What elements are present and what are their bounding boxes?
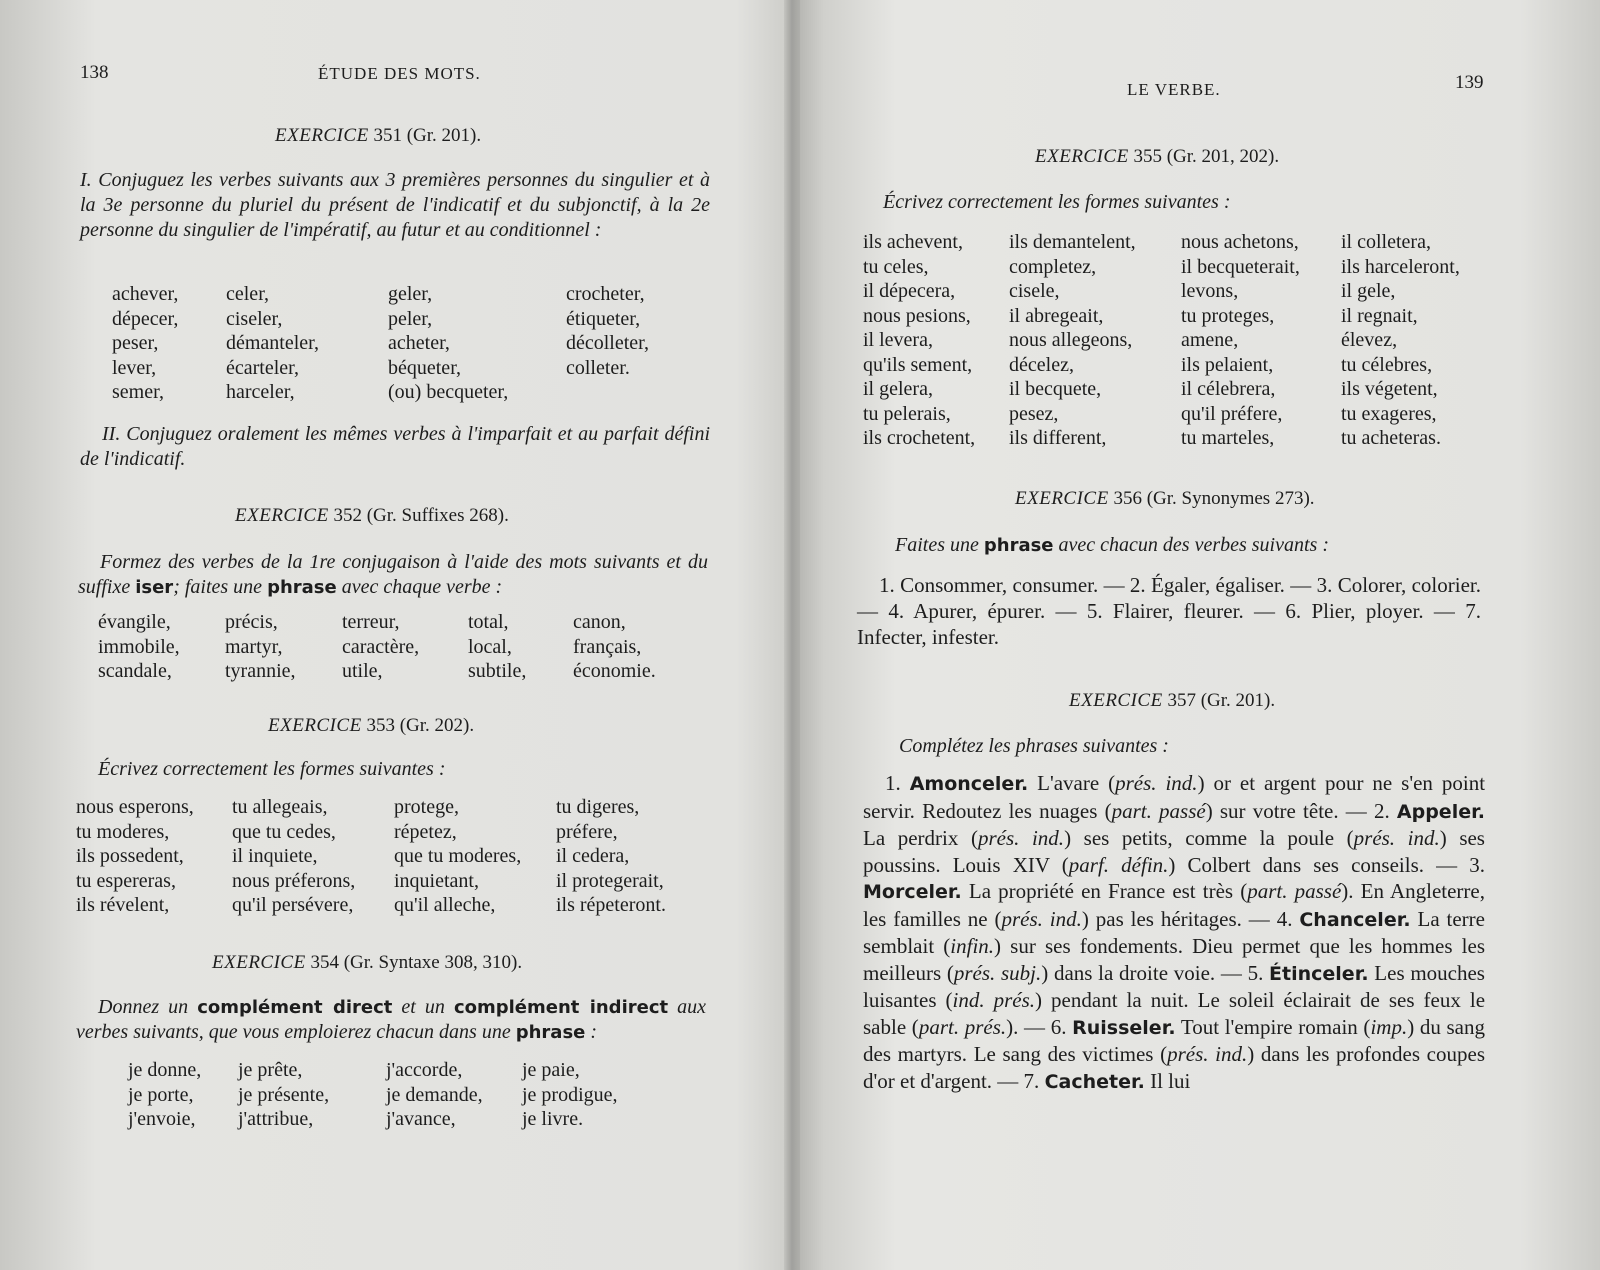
ex354-column-1 bbox=[128, 1058, 201, 1132]
text-segment: ) Colbert dans ses conseils. — 3. bbox=[1168, 852, 1486, 877]
word: il becquete, bbox=[1009, 378, 1102, 400]
word: étiqueter, bbox=[566, 307, 641, 330]
word: qu'il alleche, bbox=[394, 894, 496, 916]
word: qu'il préfere, bbox=[1181, 402, 1283, 425]
word: ils different, bbox=[1009, 427, 1107, 449]
word: répetez, bbox=[394, 820, 457, 843]
word: il célebrera, bbox=[1181, 378, 1276, 400]
word: levons, bbox=[1181, 280, 1239, 302]
word: je prête, bbox=[238, 1059, 303, 1081]
text-segment: ) du sang des martyrs. Le sang des victimes ( bbox=[863, 1014, 1485, 1066]
verb-keyword: Étinceler. bbox=[1269, 962, 1369, 985]
left-page bbox=[70, 0, 720, 1270]
tense-hint: prés. subj. bbox=[953, 960, 1042, 985]
tense-hint: prés. ind. bbox=[1353, 826, 1440, 850]
word: canon, bbox=[573, 611, 626, 633]
word: démanteler, bbox=[226, 332, 320, 354]
tense-hint: part. passé bbox=[1111, 798, 1206, 823]
word: crocheter, bbox=[566, 283, 645, 305]
word: nous esperons, bbox=[76, 796, 194, 818]
exercise-title: EXERCICE bbox=[235, 505, 329, 526]
exercise-353-instructions: Écrivez correctement les formes suivantes : bbox=[98, 758, 446, 780]
text-segment: La perdrix ( bbox=[863, 826, 978, 850]
ex355-column-3 bbox=[1181, 230, 1300, 451]
instr-text: Formez des verbes de la 1re conjugaison à l'aide des mots suivants et du suffixe bbox=[78, 551, 708, 598]
ex352-column-4 bbox=[468, 610, 526, 684]
word: tu moderes, bbox=[76, 820, 170, 843]
word: évangile, bbox=[98, 611, 171, 633]
word: je demande, bbox=[386, 1083, 483, 1106]
exercise-357-instructions: Complétez les phrases suivantes : bbox=[899, 735, 1169, 757]
word: protege, bbox=[394, 796, 459, 818]
tense-hint: part. passé bbox=[1247, 879, 1342, 903]
word: nous pesions, bbox=[863, 304, 971, 327]
ex353-column-2 bbox=[232, 795, 355, 918]
word: ils pelaient, bbox=[1181, 353, 1274, 376]
word: économie. bbox=[573, 660, 656, 682]
instr-text: : bbox=[590, 1021, 598, 1043]
word: il gele, bbox=[1341, 280, 1396, 302]
page-number: 139 bbox=[1455, 72, 1484, 93]
word: il colletera, bbox=[1341, 231, 1431, 253]
word: tu acheteras. bbox=[1341, 427, 1441, 449]
instr-emph: phrase bbox=[515, 1022, 586, 1043]
text-segment: ) pendant la nuit. Le soleil éclairait de ses feux le sable ( bbox=[863, 988, 1486, 1039]
instr-text: Donnez un bbox=[98, 996, 189, 1018]
word: ils crochetent, bbox=[863, 427, 976, 449]
text-segment: Il lui bbox=[1144, 1068, 1191, 1093]
text-segment: L'avare ( bbox=[1028, 771, 1116, 795]
exercise-351-heading bbox=[275, 125, 481, 147]
word: il dépecera, bbox=[863, 280, 956, 302]
word: tu pelerais, bbox=[863, 402, 951, 425]
exercise-ref: 356 (Gr. Synonymes 273). bbox=[1113, 488, 1315, 509]
exercise-ref: 357 (Gr. 201). bbox=[1167, 690, 1276, 711]
word: ils révelent, bbox=[76, 894, 170, 916]
running-head: ÉTUDE DES MOTS. bbox=[318, 64, 481, 83]
ex351-column-2 bbox=[226, 282, 319, 405]
word: ils répeteront. bbox=[556, 894, 666, 916]
tense-hint: infin. bbox=[950, 934, 995, 958]
ex351-column-4 bbox=[566, 282, 649, 380]
word: utile, bbox=[342, 660, 383, 682]
exercise-352-heading bbox=[235, 505, 509, 527]
word: il abregeait, bbox=[1009, 304, 1104, 327]
word: achever, bbox=[112, 283, 179, 305]
word: il inquiete, bbox=[232, 845, 318, 867]
exercise-354-instructions bbox=[76, 995, 706, 1045]
word: martyr, bbox=[225, 635, 283, 658]
ex352-column-3 bbox=[342, 610, 419, 684]
word: je présente, bbox=[238, 1083, 330, 1106]
instr-emph: complément indirect bbox=[453, 997, 669, 1018]
tense-hint: parf. défin. bbox=[1068, 852, 1169, 877]
exercise-ref: 352 (Gr. Suffixes 268). bbox=[333, 505, 509, 526]
word: élevez, bbox=[1341, 329, 1398, 351]
word: tu allegeais, bbox=[232, 796, 328, 818]
tense-hint: part. prés. bbox=[918, 1014, 1007, 1039]
ex355-column-4 bbox=[1341, 230, 1460, 451]
word: peser, bbox=[112, 332, 159, 354]
ex354-column-3 bbox=[386, 1058, 483, 1132]
instr-text: avec chaque verbe : bbox=[341, 576, 503, 598]
exercise-ref: 355 (Gr. 201, 202). bbox=[1133, 146, 1280, 167]
exercise-title: EXERCICE bbox=[1015, 488, 1109, 509]
text-segment: La terre semblait ( bbox=[863, 906, 1485, 958]
word: français, bbox=[573, 635, 642, 658]
word: je prodigue, bbox=[522, 1083, 618, 1106]
ex351-column-1 bbox=[112, 282, 178, 405]
word: j'avance, bbox=[386, 1108, 456, 1130]
verb-keyword: Chanceler. bbox=[1299, 908, 1411, 931]
word: completez, bbox=[1009, 255, 1097, 278]
word: ils demantelent, bbox=[1009, 231, 1136, 253]
word: tu exageres, bbox=[1341, 402, 1437, 425]
word: ciseler, bbox=[226, 307, 283, 330]
word: pesez, bbox=[1009, 402, 1059, 425]
ex352-column-5 bbox=[573, 610, 656, 684]
word: scandale, bbox=[98, 660, 172, 682]
ex352-column-2 bbox=[225, 610, 296, 684]
word: amene, bbox=[1181, 329, 1239, 351]
book-gutter bbox=[784, 0, 800, 1270]
exercise-357-text bbox=[863, 770, 1485, 1095]
exercise-356-text: 1. Consommer, consumer. — 2. Égaler, égaliser. — 3. Colorer, colorier. — 4. Apurer, épurer. — 5. Flairer, fleurer. — 6. Plier, ployer. — 7. Infecter, infester. bbox=[857, 573, 1481, 649]
word: je paie, bbox=[522, 1059, 580, 1081]
ex353-column-1 bbox=[76, 795, 194, 918]
exercise-356-instructions bbox=[895, 533, 1495, 558]
word: ils harceleront, bbox=[1341, 255, 1460, 278]
instr-emph: phrase bbox=[983, 535, 1054, 556]
word: j'attribue, bbox=[238, 1108, 314, 1130]
ex354-column-2 bbox=[238, 1058, 329, 1132]
word: semer, bbox=[112, 381, 164, 403]
word: décelez, bbox=[1009, 353, 1074, 376]
instr-text: et un bbox=[401, 996, 445, 1018]
word: terreur, bbox=[342, 611, 400, 633]
word: ils possedent, bbox=[76, 845, 184, 867]
exercise-ref: 354 (Gr. Syntaxe 308, 310). bbox=[310, 952, 523, 973]
instr-text: avec chacun des verbes suivants : bbox=[1058, 534, 1329, 556]
word: béqueter, bbox=[388, 356, 462, 379]
word: je livre. bbox=[522, 1108, 584, 1130]
word: ils végetent, bbox=[1341, 378, 1438, 400]
exercise-351-part1: I. Conjuguez les verbes suivants aux 3 premières personnes du singulier et à la 3e personne du pluriel du présent de l'indicatif et du subjonctif, à la 2e personne du singulier de l'impératif, au futur et au conditionnel : bbox=[80, 169, 710, 241]
exercise-357-heading bbox=[1069, 690, 1275, 712]
word: total, bbox=[468, 611, 509, 633]
ex355-column-2 bbox=[1009, 230, 1136, 451]
word: il becqueterait, bbox=[1181, 255, 1300, 278]
word: subtile, bbox=[468, 660, 527, 682]
word: tu célebres, bbox=[1341, 353, 1433, 376]
ex353-column-3 bbox=[394, 795, 521, 918]
word: acheter, bbox=[388, 332, 450, 354]
verb-keyword: Appeler. bbox=[1396, 800, 1485, 823]
word: harceler, bbox=[226, 381, 295, 403]
text-segment: ) or et argent pour ne s'en point servir. Redoutez les nuages ( bbox=[863, 771, 1486, 823]
verb-keyword: Ruisseler. bbox=[1072, 1016, 1176, 1039]
text-segment: Tout l'empire romain ( bbox=[1175, 1014, 1371, 1039]
word: il protegerait, bbox=[556, 869, 664, 892]
text-segment: 1. bbox=[885, 771, 910, 795]
ex352-column-1 bbox=[98, 610, 180, 684]
word: inquietant, bbox=[394, 869, 479, 892]
text-segment: ). En Angleterre, les familles ne ( bbox=[863, 879, 1485, 931]
word: je donne, bbox=[128, 1059, 202, 1081]
right-page bbox=[855, 0, 1505, 1270]
exercise-355-heading bbox=[1035, 146, 1279, 168]
word: j'accorde, bbox=[386, 1059, 463, 1081]
text-segment: ). — 6. bbox=[1006, 1014, 1073, 1039]
word: caractère, bbox=[342, 635, 420, 658]
text-segment: ) dans la droite voie. — 5. bbox=[1041, 960, 1270, 985]
word: que tu cedes, bbox=[232, 820, 336, 843]
exercise-352-instructions bbox=[78, 550, 708, 600]
exercise-353-heading bbox=[268, 715, 474, 737]
word: qu'ils sement, bbox=[863, 353, 973, 376]
word: tu digeres, bbox=[556, 796, 640, 818]
running-head: LE VERBE. bbox=[1127, 80, 1221, 99]
exercise-354-heading bbox=[212, 952, 522, 974]
text-segment: ) sur votre tête. — 2. bbox=[1205, 798, 1397, 823]
text-segment: ) ses petits, comme la poule ( bbox=[1064, 826, 1354, 850]
word: nous achetons, bbox=[1181, 231, 1299, 253]
word: écarteler, bbox=[226, 356, 300, 379]
instr-emph: complément direct bbox=[197, 997, 393, 1018]
text-segment: ) dans les profondes coupes d'or et d'argent. — 7. bbox=[863, 1042, 1485, 1093]
instr-emph: phrase bbox=[267, 577, 337, 598]
tense-hint: prés. ind. bbox=[1115, 771, 1198, 795]
verb-keyword: Amonceler. bbox=[909, 773, 1029, 795]
instr-text: aux verbes suivants, que vous emploierez chacun dans une bbox=[76, 996, 707, 1043]
ex355-column-1 bbox=[863, 230, 975, 451]
word: dépecer, bbox=[112, 307, 179, 330]
word: tu espereras, bbox=[76, 869, 176, 892]
exercise-title: EXERCICE bbox=[1069, 690, 1163, 711]
text-segment: La propriété en France est très ( bbox=[961, 879, 1248, 903]
word: ils achevent, bbox=[863, 231, 963, 253]
tense-hint: ind. prés. bbox=[952, 988, 1036, 1012]
word: cisele, bbox=[1009, 280, 1060, 302]
exercise-title: EXERCICE bbox=[275, 125, 369, 146]
exercise-356-heading bbox=[1015, 488, 1315, 510]
word: tu proteges, bbox=[1181, 304, 1275, 327]
word: colleter. bbox=[566, 356, 630, 379]
word: nous allegeons, bbox=[1009, 329, 1133, 351]
text-segment: ) pas les héritages. — 4. bbox=[1081, 906, 1300, 931]
word: lever, bbox=[112, 356, 157, 379]
word: (ou) becqueter, bbox=[388, 381, 509, 403]
exercise-ref: 353 (Gr. 202). bbox=[366, 715, 475, 736]
word: je porte, bbox=[128, 1083, 194, 1106]
word: local, bbox=[468, 635, 512, 658]
exercise-title: EXERCICE bbox=[212, 952, 306, 973]
tense-hint: prés. ind. bbox=[977, 826, 1065, 850]
exercise-355-instructions: Écrivez correctement les formes suivantes : bbox=[883, 191, 1231, 213]
word: geler, bbox=[388, 283, 433, 305]
instr-text: Faites une bbox=[895, 534, 979, 556]
word: celer, bbox=[226, 283, 270, 305]
verb-keyword: Morceler. bbox=[863, 881, 962, 903]
text-segment: ) sur ses fondements. Dieu permet que les hommes les meilleurs ( bbox=[863, 934, 1485, 985]
word: il cedera, bbox=[556, 845, 630, 867]
tense-hint: prés. ind. bbox=[1001, 906, 1082, 931]
instr-emph: iser bbox=[135, 577, 174, 598]
tense-hint: imp. bbox=[1370, 1014, 1408, 1039]
word: j'envoie, bbox=[128, 1108, 196, 1130]
word: immobile, bbox=[98, 635, 180, 658]
exercise-title: EXERCICE bbox=[268, 715, 362, 736]
tense-hint: prés. ind. bbox=[1167, 1042, 1248, 1066]
page-number: 138 bbox=[80, 62, 109, 83]
word: qu'il persévere, bbox=[232, 894, 354, 916]
word: peler, bbox=[388, 307, 433, 330]
word: il gelera, bbox=[863, 378, 933, 400]
verb-keyword: Cacheter. bbox=[1044, 1070, 1145, 1093]
text-segment: ) ses poussins. Louis XIV ( bbox=[863, 826, 1485, 877]
word: il regnait, bbox=[1341, 304, 1418, 327]
word: tu marteles, bbox=[1181, 427, 1275, 449]
word: précis, bbox=[225, 611, 278, 633]
word: préfere, bbox=[556, 820, 618, 843]
exercise-ref: 351 (Gr. 201). bbox=[373, 125, 482, 146]
ex353-column-4 bbox=[556, 795, 666, 918]
word: décolleter, bbox=[566, 332, 650, 354]
word: que tu moderes, bbox=[394, 845, 522, 867]
word: nous préferons, bbox=[232, 869, 356, 892]
exercise-351-part2: II. Conjuguez oralement les mêmes verbes à l'imparfait et au parfait défini de l'indicatif. bbox=[80, 423, 710, 470]
text-segment: Les mouches luisantes ( bbox=[863, 960, 1485, 1012]
ex351-column-3 bbox=[388, 282, 508, 405]
word: tu celes, bbox=[863, 255, 929, 278]
word: tyrannie, bbox=[225, 660, 296, 682]
instr-text: ; faites une bbox=[173, 576, 263, 598]
word: il levera, bbox=[863, 329, 933, 351]
exercise-title: EXERCICE bbox=[1035, 146, 1129, 167]
ex354-column-4 bbox=[522, 1058, 618, 1132]
